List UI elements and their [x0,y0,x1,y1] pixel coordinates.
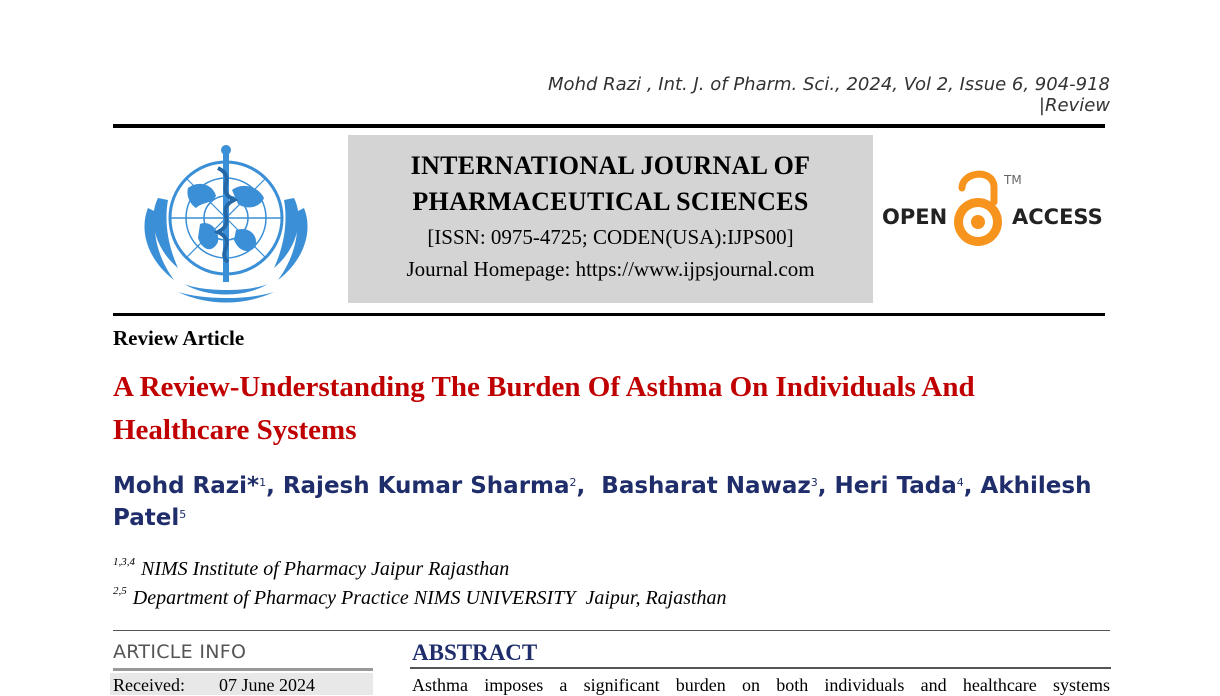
article-title: A Review-Understanding The Burden Of Asthma On Individuals And Healthcare Systems [113,371,975,446]
received-label: Received: [113,675,185,695]
author-name: Heri Tada [834,473,957,499]
article-info-rule [113,668,373,671]
who-emblem-logo [128,138,324,306]
author-sup: 2 [569,476,577,489]
author-sup: 1 [259,476,267,489]
author-sup: 4 [956,476,964,489]
affiliation [113,587,727,610]
author-list: Mohd Razi*$^1$, Rajesh Kumar Sharma$^2$, Basharat Nawaz$^3$, Heri Tada$^4$, Akhilesh Patel$^5$ [113,473,1092,531]
journal-title-line1: INTERNATIONAL JOURNAL OF [410,151,811,180]
abstract-text: Asthma imposes a significant burden on both individuals and healthcare systems [412,675,1110,695]
received-value: 07 June 2024 [219,675,315,695]
author-name: Mohd Razi* [113,473,260,499]
affiliation-text: NIMS Institute of Pharmacy Jaipur Rajasthan [141,558,510,580]
author-sup: 5 [179,508,187,521]
open-access-open-text: OPEN [882,205,948,229]
author-sup: 3 [810,476,818,489]
journal-homepage: Journal Homepage: https://www.ijpsjournal.com [406,257,815,281]
affiliation-sup: 2,5 [113,585,127,597]
article-info-heading: ARTICLE INFO [113,641,247,663]
top-divider [113,124,1105,128]
article-type: Review Article [113,326,245,350]
open-access-access-text: ACCESS [1012,205,1103,229]
affiliation [113,558,509,581]
abstract-heading: ABSTRACT [412,640,538,665]
author-name: Rajesh Kumar Sharma [282,473,570,499]
affiliation-text: Department of Pharmacy Practice NIMS UNIVERSITY Jaipur, Rajasthan [132,587,727,609]
section-divider [113,630,1110,631]
abstract-rule [410,667,1111,669]
header-bottom-divider [113,313,1105,316]
journal-title-box [348,135,873,303]
citation-header: Mohd Razi , Int. J. of Pharm. Sci., 2024, Vol 2, Issue 6, 904-918 |Review [548,74,1110,116]
journal-issn: [ISSN: 0975-4725; CODEN(USA):IJPS00] [427,225,794,249]
affiliation-sup: 1,3,4 [113,556,135,568]
journal-title-line2: PHARMACEUTICAL SCIENCES [412,187,809,216]
author-name: Akhilesh Patel [113,473,1092,531]
author-name: Basharat Nawaz [601,473,811,499]
open-access-tm-text: TM [1004,173,1022,187]
open-access-lock-icon [954,174,1002,246]
open-access-logo [880,166,1108,252]
